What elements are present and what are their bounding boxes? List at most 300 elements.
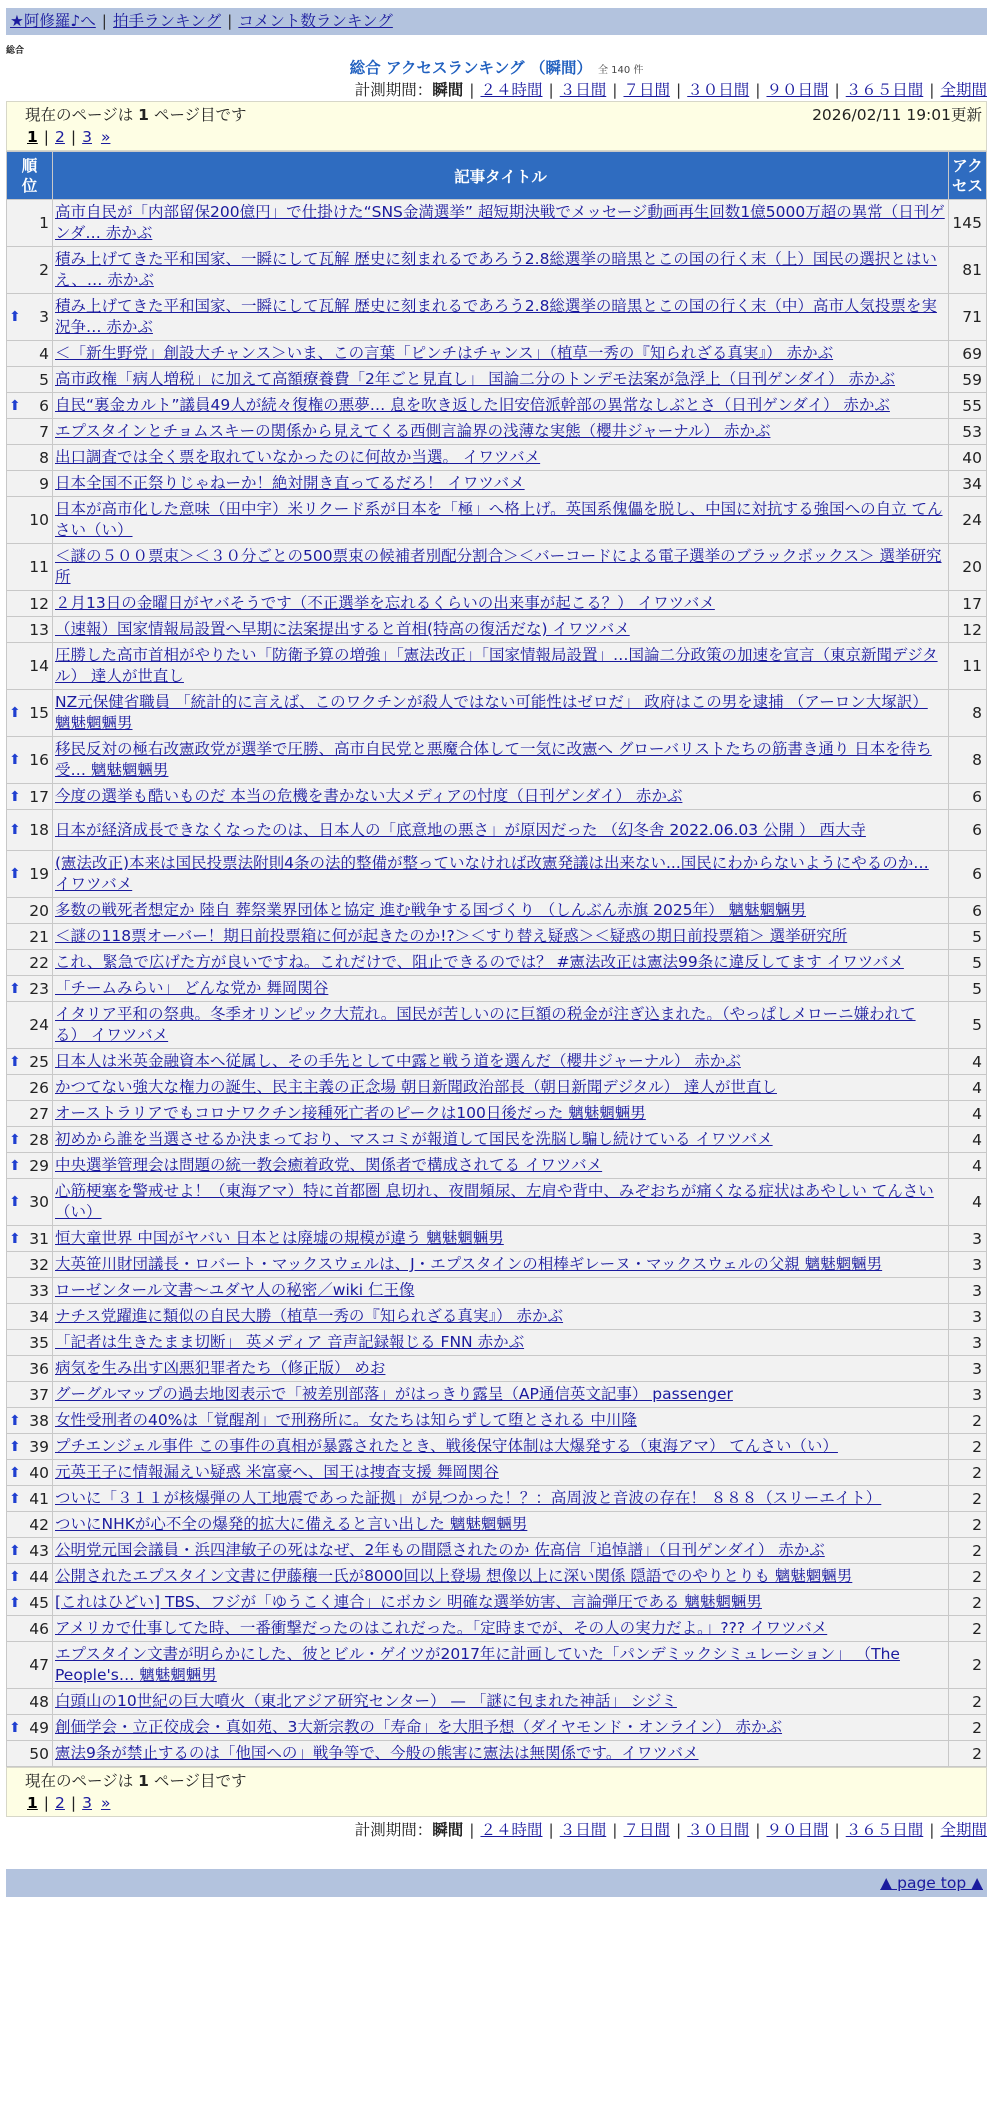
article-link[interactable]: 移民反対の極右改憲政党が選挙で圧勝、高市自民党と悪魔合体して一気に改憲へ グローバリストたちの筋書き通り 日本を待ち受… 魑魅魍魎男: [55, 740, 932, 779]
rank-number: 35: [29, 1333, 49, 1352]
title-cell: [53, 1538, 949, 1564]
period-link-0[interactable]: ２４時間: [480, 1821, 543, 1839]
page-link-1[interactable]: 1: [27, 1794, 38, 1812]
rank-up-arrow-icon: ⬆: [9, 1464, 21, 1481]
table-row: [7, 591, 987, 617]
title-cell: [53, 1278, 949, 1304]
period-label: 計測期間：: [354, 81, 433, 99]
comment-ranking-link[interactable]: コメント数ランキング: [238, 12, 393, 30]
rank-cell: [7, 341, 53, 367]
updated-timestamp: 2026/02/11 19:01更新: [812, 106, 982, 124]
period-link-5[interactable]: ３６５日間: [845, 81, 924, 99]
rank-number: 11: [29, 558, 49, 576]
article-link[interactable]: 心筋梗塞を警戒せよ！（東海アマ）特に首都圏 息切れ、夜間頻尿、左肩や背中、みぞおちが痛くなる症状はあやしい てんさい（い）: [55, 1182, 934, 1221]
access-count: 2: [949, 1512, 987, 1538]
article-link[interactable]: （速報）国家情報局設置へ早期に法案提出すると首相(特高の復活だな) イワツバメ: [55, 620, 630, 638]
access-count: 20: [949, 544, 987, 591]
rank-up-arrow-icon: ⬆: [9, 1542, 21, 1559]
title-cell: [53, 1049, 949, 1075]
title-cell: [53, 737, 949, 784]
article-link[interactable]: 初めから誰を当選させるか決まっており、マスコミが報道して国民を洗脳し騙し続けている イワツバメ: [55, 1130, 773, 1148]
title-cell: [53, 643, 949, 690]
next-page-link[interactable]: »: [100, 128, 111, 146]
rank-cell: [7, 1075, 53, 1101]
rank-number: 48: [29, 1692, 49, 1711]
table-row: [7, 367, 987, 393]
table-row: [7, 1642, 987, 1689]
article-link[interactable]: 公開されたエプスタイン文書に伊藤穰一氏が8000回以上登場 想像以上に深い関係 隠語でのやりとりも 魑魅魍魎男: [55, 1567, 853, 1585]
access-count: 145: [949, 200, 987, 247]
access-count: 3: [949, 1382, 987, 1408]
applause-ranking-link[interactable]: 拍手ランキング: [113, 12, 222, 30]
period-link-4[interactable]: ９０日間: [766, 1821, 829, 1839]
article-link[interactable]: 自民“裏金カルト”議員49人が続々復権の悪夢… 息を吹き返した旧安倍派幹部の異常なしぶとさ（日刊ゲンダイ） 赤かぶ: [55, 396, 890, 414]
rank-number: 13: [29, 620, 49, 639]
period-selector-bottom: 計測期間：瞬間 | ２４時間 | ３日間 | ７日間 | ３０日間 | ９０日間 | ３６５日間 | 全期間: [354, 1821, 987, 1839]
table-row: [7, 1356, 987, 1382]
table-row: [7, 737, 987, 784]
article-link[interactable]: グーグルマップの過去地図表示で「被差別部落」がはっきり露呈（AP通信英文記事） passenger: [55, 1385, 733, 1403]
page-status: 現在のページは 1 ページ目です: [25, 1772, 247, 1790]
rank-number: 36: [29, 1359, 49, 1378]
title-cell: [53, 1564, 949, 1590]
rank-up-arrow-icon: ⬆: [9, 397, 21, 414]
access-count: 2: [949, 1590, 987, 1616]
title-cell: [53, 1715, 949, 1741]
article-link[interactable]: 病気を生み出す凶悪犯罪者たち（修正版） めお: [55, 1359, 386, 1377]
article-link[interactable]: 積み上げてきた平和国家、一瞬にして瓦解 歴史に刻まれるであろう2.8総選挙の暗黒とこの国の行く末（中）高市人気投票を実況争… 赤かぶ: [55, 297, 937, 336]
next-page-link[interactable]: »: [100, 1794, 111, 1812]
table-row: [7, 1715, 987, 1741]
rank-number: 16: [29, 751, 49, 769]
rank-cell: [7, 617, 53, 643]
rank-cell: [7, 1278, 53, 1304]
article-link[interactable]: イタリア平和の祭典。冬季オリンピック大荒れ。国民が苦しいのに巨額の税金が注ぎ込まれた。（やっぱしメローニ嫌われてる） イワツバメ: [55, 1005, 916, 1044]
rank-number: 46: [29, 1619, 49, 1638]
access-count: 24: [949, 497, 987, 544]
table-row: [7, 1564, 987, 1590]
rank-number: 18: [29, 821, 49, 839]
period-current: 瞬間: [432, 81, 464, 99]
article-link[interactable]: 創価学会・立正佼成会・真如苑、3大新宗教の「寿命」を大胆予想（ダイヤモンド・オンライン） 赤かぶ: [55, 1718, 783, 1736]
rank-number: 30: [29, 1193, 49, 1211]
rank-number: 40: [29, 1463, 49, 1482]
rank-up-arrow-icon: ⬆: [9, 1230, 21, 1247]
rank-cell: [7, 1356, 53, 1382]
table-row: [7, 1127, 987, 1153]
rank-cell: [7, 200, 53, 247]
rank-number: 4: [39, 344, 49, 363]
access-count: 4: [949, 1153, 987, 1179]
period-link-4[interactable]: ９０日間: [766, 81, 829, 99]
article-link[interactable]: ナチス党躍進に類似の自民大勝（植草一秀の『知られざる真実』） 赤かぶ: [55, 1307, 564, 1325]
rank-cell: [7, 851, 53, 898]
table-row: [7, 950, 987, 976]
article-link[interactable]: 日本が高市化した意味（田中宇）米リクード系が日本を「極」へ格上げ。英国系傀儡を脱し、中国に対抗する強国への自立 てんさい（い）: [55, 500, 943, 539]
rank-cell: [7, 419, 53, 445]
access-count: 11: [949, 643, 987, 690]
article-link[interactable]: ついにNHKが心不全の爆発的拡大に備えると言い出した 魑魅魍魎男: [55, 1515, 528, 1533]
period-link-6[interactable]: 全期間: [940, 1821, 987, 1839]
article-link[interactable]: ＜謎の５００票束＞＜３０分ごとの500票束の候補者別配分割合＞＜バーコードによる電子選挙のブラックボックス＞ 選挙研究所: [55, 547, 942, 586]
title-cell: [53, 810, 949, 851]
rank-cell: [7, 544, 53, 591]
rank-number: 45: [29, 1593, 49, 1612]
table-row: [7, 1179, 987, 1226]
rank-up-arrow-icon: ⬆: [9, 1194, 21, 1210]
rank-up-arrow-icon: ⬆: [9, 1490, 21, 1507]
article-link[interactable]: これ、緊急で広げた方が良いですね。これだけで、阻止できるのでは？ #憲法改正は憲法99条に違反してます イワツバメ: [55, 953, 904, 971]
rank-number: 10: [29, 511, 49, 529]
article-link[interactable]: 多数の戦死者想定か 陸自 葬祭業界団体と協定 進む戦争する国づくり （しんぶん赤旗 2025年） 魑魅魍魎男: [55, 901, 807, 919]
access-count: 6: [949, 784, 987, 810]
access-count: 2: [949, 1408, 987, 1434]
article-link[interactable]: 高市自民が「内部留保200億円」で仕掛けた“SNS金満選挙” 超短期決戦でメッセージ動画再生回数1億5000万超の異常（日刊ゲンダ… 赤かぶ: [55, 203, 945, 242]
table-row: [7, 445, 987, 471]
article-link[interactable]: 日本全国不正祭りじゃねーか！絶対開き直ってるだろ！ イワツバメ: [55, 474, 525, 492]
title-cell: [53, 471, 949, 497]
title-cell: [53, 1408, 949, 1434]
article-link[interactable]: 恒大童世界 中国がヤバい 日本とは廃墟の規模が違う 魑魅魍魎男: [55, 1229, 504, 1247]
title-cell: [53, 445, 949, 471]
rank-up-arrow-icon: ⬆: [9, 1719, 21, 1736]
access-count: 3: [949, 1330, 987, 1356]
access-count: 8: [949, 737, 987, 784]
rank-cell: [7, 497, 53, 544]
access-count: 4: [949, 1049, 987, 1075]
title-cell: [53, 1002, 949, 1049]
rank-up-arrow-icon: ⬆: [9, 705, 21, 721]
table-row: [7, 924, 987, 950]
article-link[interactable]: 積み上げてきた平和国家、一瞬にして瓦解 歴史に刻まれるであろう2.8総選挙の暗黒とこの国の行く末（上）国民の選択とはいえ、… 赤かぶ: [55, 250, 937, 289]
access-count: 2: [949, 1642, 987, 1689]
access-count: 2: [949, 1741, 987, 1767]
period-link-0[interactable]: ２４時間: [480, 81, 543, 99]
article-link[interactable]: かつてない強大な権力の誕生、民主主義の正念場 朝日新聞政治部長（朝日新聞デジタル） 達人が世直し: [55, 1078, 777, 1096]
title-cell: [53, 1101, 949, 1127]
rank-cell: [7, 1304, 53, 1330]
rank-cell: [7, 1153, 53, 1179]
access-count: 2: [949, 1538, 987, 1564]
title-cell: [53, 1127, 949, 1153]
rank-number: 49: [29, 1718, 49, 1737]
title-cell: [53, 1330, 949, 1356]
rank-cell: [7, 591, 53, 617]
rank-number: 19: [29, 865, 49, 883]
access-count: 2: [949, 1689, 987, 1715]
period-link-3[interactable]: ３０日間: [687, 81, 750, 99]
period-link-2[interactable]: ７日間: [623, 1821, 670, 1839]
table-row: [7, 294, 987, 341]
rank-cell: [7, 1616, 53, 1642]
table-row: [7, 497, 987, 544]
table-row: [7, 690, 987, 737]
rank-cell: [7, 976, 53, 1002]
rank-number: 15: [29, 704, 49, 722]
article-link[interactable]: エプスタイン文書が明らかにした、彼とビル・ゲイツが2017年に計画していた「パンデミックシミュレーション」 （The People's… 魑魅魍魎男: [55, 1645, 900, 1684]
rank-cell: [7, 1715, 53, 1741]
title-cell: [53, 1460, 949, 1486]
table-row: [7, 247, 987, 294]
access-count: 4: [949, 1075, 987, 1101]
table-row: [7, 1538, 987, 1564]
article-link[interactable]: 憲法9条が禁止するのは「他国への」戦争等で、今般の熊害に憲法は無関係です。イワツバメ: [55, 1744, 699, 1762]
page-top-link[interactable]: ▲ page top ▲: [880, 1874, 983, 1892]
page-links: 1 | 2 | 3 »: [27, 1794, 111, 1812]
table-row: [7, 1408, 987, 1434]
rank-number: 9: [39, 474, 49, 493]
table-row: [7, 393, 987, 419]
ranking-table: [6, 151, 987, 1767]
page-link-3[interactable]: 3: [82, 128, 93, 146]
table-row: [7, 1616, 987, 1642]
access-count: 81: [949, 247, 987, 294]
table-row: [7, 200, 987, 247]
page-links: 1 | 2 | 3 »: [27, 128, 111, 146]
access-count: 59: [949, 367, 987, 393]
table-row: [7, 784, 987, 810]
article-link[interactable]: ２月13日の金曜日がヤバそうです（不正選挙を忘れるくらいの出来事が起こる？） イワツバメ: [55, 594, 715, 612]
title-cell: [53, 950, 949, 976]
period-link-1[interactable]: ３日間: [559, 1821, 607, 1839]
article-link[interactable]: 日本が経済成長できなくなったのは、日本人の「底意地の悪さ」が原因だった （幻冬舎 2022.06.03 公開 ） 西大寺: [55, 820, 866, 839]
rank-cell: [7, 1049, 53, 1075]
rank-cell: [7, 898, 53, 924]
access-count: 6: [949, 810, 987, 851]
article-link[interactable]: 元英王子に情報漏えい疑惑 米富豪へ、国王は捜査支援 舞岡関谷: [55, 1463, 499, 1481]
period-link-1[interactable]: ３日間: [559, 81, 607, 99]
article-link[interactable]: ローゼンタール文書～ユダヤ人の秘密／wiki 仁王像: [55, 1281, 415, 1299]
rank-number: 44: [29, 1567, 49, 1586]
period-link-3[interactable]: ３０日間: [687, 1821, 750, 1839]
access-count: 6: [949, 898, 987, 924]
table-row: [7, 851, 987, 898]
title-cell: [53, 1075, 949, 1101]
title-header: 記事タイトル: [53, 152, 949, 200]
rank-up-arrow-icon: ⬆: [9, 752, 21, 768]
period-link-2[interactable]: ７日間: [623, 81, 670, 99]
rank-number: 43: [29, 1541, 49, 1560]
period-label: 計測期間：: [354, 1821, 433, 1839]
rank-number: 32: [29, 1255, 49, 1274]
title-cell: [53, 1179, 949, 1226]
rank-number: 29: [29, 1156, 49, 1175]
article-link[interactable]: 出口調査では全く票を取れていなかったのに何故か当選。 イワツバメ: [55, 448, 541, 466]
rank-cell: [7, 1101, 53, 1127]
rank-cell: [7, 1382, 53, 1408]
table-row: [7, 341, 987, 367]
title-cell: [53, 851, 949, 898]
rank-cell: [7, 784, 53, 810]
article-link[interactable]: (憲法改正)本来は国民投票法附則4条の法的整備が整っていなければ改憲発議は出来ない...国民にわからないようにやるのか… イワツバメ: [55, 854, 929, 893]
rank-number: 39: [29, 1437, 49, 1456]
title-cell: [53, 784, 949, 810]
article-link[interactable]: 「記者は生きたまま切断」 英メディア 音声記録報じる FNN 赤かぶ: [55, 1333, 525, 1351]
article-link[interactable]: オーストラリアでもコロナワクチン接種死亡者のピークは100日後だった 魑魅魍魎男: [55, 1104, 646, 1122]
table-row: [7, 1434, 987, 1460]
title-cell: [53, 1252, 949, 1278]
rank-number: 31: [29, 1229, 49, 1248]
title-cell: [53, 393, 949, 419]
rank-number: 25: [29, 1052, 49, 1071]
article-link[interactable]: 圧勝した高市首相がやりたい「防衛予算の増強」「憲法改正」「国家情報局設置」…国論二分政策の加速を宣言（東京新聞デジタル） 達人が世直し: [55, 646, 938, 685]
rank-number: 47: [29, 1656, 49, 1674]
rank-cell: [7, 1689, 53, 1715]
rank-number: 12: [29, 594, 49, 613]
rank-up-arrow-icon: ⬆: [9, 788, 21, 805]
rank-number: 14: [29, 657, 49, 675]
article-link[interactable]: エプスタインとチョムスキーの関係から見えてくる西側言論界の浅薄な実態（櫻井ジャーナル） 赤かぶ: [55, 422, 771, 440]
title-cell: [53, 544, 949, 591]
table-row: [7, 898, 987, 924]
rank-number: 50: [29, 1744, 49, 1763]
item-count: 全 140 件: [597, 65, 644, 76]
article-link[interactable]: 中央選挙管理会は問題の統一教会癒着政党、関係者で構成されてる イワツバメ: [55, 1156, 603, 1174]
article-link[interactable]: 「チームみらい」 どんな党か 舞岡関谷: [55, 979, 329, 997]
access-count: 12: [949, 617, 987, 643]
period-link-5[interactable]: ３６５日間: [845, 1821, 924, 1839]
rank-cell: [7, 737, 53, 784]
title-cell: [53, 497, 949, 544]
rank-up-arrow-icon: ⬆: [9, 1157, 21, 1174]
rank-cell: [7, 1002, 53, 1049]
title-cell: [53, 294, 949, 341]
pager-box-bottom: [6, 1767, 987, 1817]
rank-number: 24: [29, 1016, 49, 1034]
article-link[interactable]: NZ元保健省職員 「統計的に言えば、このワクチンが殺人ではない可能性はゼロだ」 政府はこの男を逮捕 （アーロン大塚訳） 魑魅魍魎男: [55, 693, 928, 732]
rank-cell: [7, 1486, 53, 1512]
rank-number: 37: [29, 1385, 49, 1404]
rank-cell: [7, 1434, 53, 1460]
page-link-1[interactable]: 1: [27, 128, 38, 146]
rank-up-arrow-icon: ⬆: [9, 866, 21, 882]
rank-cell: [7, 471, 53, 497]
page-title: 総合 アクセスランキング （瞬間）: [349, 59, 592, 77]
article-link[interactable]: 公明党元国会議員・浜四津敏子の死はなぜ、2年もの間隠されたのか 佐高信「追悼譜」（日刊ゲンダイ） 赤かぶ: [55, 1541, 825, 1559]
access-count: 3: [949, 1304, 987, 1330]
table-row: [7, 1512, 987, 1538]
table-row: [7, 1226, 987, 1252]
article-link[interactable]: 日本人は米英金融資本へ従属し、その手先として中露と戦う道を選んだ（櫻井ジャーナル） 赤かぶ: [55, 1052, 741, 1070]
title-cell: [53, 1616, 949, 1642]
table-row: [7, 810, 987, 851]
rank-up-arrow-icon: ⬆: [9, 1053, 21, 1070]
article-link[interactable]: 今度の選挙も酷いものだ 本当の危機を書かない大メディアの忖度（日刊ゲンダイ） 赤かぶ: [55, 787, 683, 805]
access-count: 69: [949, 341, 987, 367]
article-link[interactable]: 大英笹川財団議長・ロバート・マックスウェルは、J・エプスタインの相棒ギレーヌ・マックスウェルの父親 魑魅魍魎男: [55, 1255, 883, 1273]
rank-number: 7: [39, 422, 49, 441]
rank-number: 38: [29, 1411, 49, 1430]
period-link-6[interactable]: 全期間: [940, 81, 987, 99]
article-link[interactable]: プチエンジェル事件 この事件の真相が暴露されたとき、戦後保守体制は大爆発する（東海アマ） てんさい（い）: [55, 1437, 838, 1455]
title-cell: [53, 1590, 949, 1616]
title-cell: [53, 924, 949, 950]
table-row: [7, 1486, 987, 1512]
article-link[interactable]: [これはひどい] TBS、フジが「ゆうこく連合」にボカシ 明確な選挙妨害、言論弾圧である 魑魅魍魎男: [55, 1593, 762, 1611]
rank-cell: [7, 393, 53, 419]
table-row: [7, 1101, 987, 1127]
period-selector: 計測期間：瞬間 | ２４時間 | ３日間 | ７日間 | ３０日間 | ９０日間 | ３６５日間 | 全期間: [354, 81, 987, 99]
article-link[interactable]: ついに「３１１が核爆弾の人工地震であった証拠」が見つかった！？：高周波と音波の存在！ ８８８（スリーエイト）: [55, 1489, 882, 1507]
rank-number: 42: [29, 1515, 49, 1534]
access-count: 5: [949, 1002, 987, 1049]
table-row: [7, 1689, 987, 1715]
rank-cell: [7, 924, 53, 950]
page-link-2[interactable]: 2: [55, 128, 65, 146]
rank-up-arrow-icon: ⬆: [9, 1568, 21, 1585]
table-row: [7, 471, 987, 497]
access-header: アクセス: [949, 152, 987, 200]
page-status: 現在のページは 1 ページ目です: [25, 106, 247, 124]
rank-cell: [7, 1590, 53, 1616]
article-link[interactable]: 女性受刑者の40%は「覚醒剤」で刑務所に。女たちは知らずして堕とされる 中川隆: [55, 1411, 637, 1429]
page-link-2[interactable]: 2: [55, 1794, 65, 1812]
rank-number: 5: [39, 370, 49, 389]
section-label: 総合: [6, 46, 25, 56]
table-row: [7, 617, 987, 643]
title-cell: [53, 367, 949, 393]
title-cell: [53, 976, 949, 1002]
page-heading: [6, 57, 987, 79]
access-count: 5: [949, 950, 987, 976]
access-count: 8: [949, 690, 987, 737]
title-cell: [53, 1689, 949, 1715]
rank-cell: [7, 1564, 53, 1590]
home-link[interactable]: ★阿修羅♪へ: [10, 12, 96, 30]
rank-cell: [7, 1538, 53, 1564]
rank-number: 8: [39, 448, 49, 467]
article-link[interactable]: ＜「新生野党」創設大チャンス＞いま、この言葉「ピンチはチャンス」（植草一秀の『知られざる真実』） 赤かぶ: [55, 344, 834, 362]
rank-cell: [7, 294, 53, 341]
title-cell: [53, 1226, 949, 1252]
access-count: 17: [949, 591, 987, 617]
rank-cell: [7, 247, 53, 294]
rank-number: 6: [39, 396, 49, 415]
access-count: 3: [949, 1226, 987, 1252]
access-count: 4: [949, 1127, 987, 1153]
rank-number: 1: [39, 214, 49, 232]
access-count: 4: [949, 1179, 987, 1226]
rank-cell: [7, 1127, 53, 1153]
page-link-3[interactable]: 3: [82, 1794, 93, 1812]
rank-cell: [7, 1408, 53, 1434]
rank-cell: [7, 950, 53, 976]
pager-box: [6, 101, 987, 151]
title-cell: [53, 419, 949, 445]
table-row: [7, 1002, 987, 1049]
access-count: 55: [949, 393, 987, 419]
rank-cell: [7, 1741, 53, 1767]
article-link[interactable]: 白頭山の10世紀の巨大噴火（東北アジア研究センター） — 「謎に包まれた神話」 シジミ: [55, 1692, 677, 1710]
rank-number: 27: [29, 1104, 49, 1123]
rank-number: 33: [29, 1281, 49, 1300]
period-current: 瞬間: [432, 1821, 464, 1839]
rank-up-arrow-icon: ⬆: [9, 1594, 21, 1611]
rank-cell: [7, 643, 53, 690]
article-link[interactable]: ＜謎の118票オーバー！期日前投票箱に何が起きたのか!?＞＜すり替え疑惑＞＜疑惑の期日前投票箱＞ 選挙研究所: [55, 927, 848, 945]
table-row: [7, 1330, 987, 1356]
table-row: [7, 544, 987, 591]
article-link[interactable]: アメリカで仕事してた時、一番衝撃だったのはこれだった。「定時までが、その人の実力だよ。」??? イワツバメ: [55, 1619, 828, 1637]
rank-up-arrow-icon: ⬆: [9, 309, 21, 325]
title-cell: [53, 591, 949, 617]
access-count: 53: [949, 419, 987, 445]
article-link[interactable]: 高市政権「病人増税」に加えて高額療養費「2年ごと見直し」 国論二分のトンデモ法案が急浮上（日刊ゲンダイ） 赤かぶ: [55, 370, 895, 388]
rank-cell: [7, 1252, 53, 1278]
table-row: [7, 419, 987, 445]
title-cell: [53, 898, 949, 924]
title-cell: [53, 1512, 949, 1538]
